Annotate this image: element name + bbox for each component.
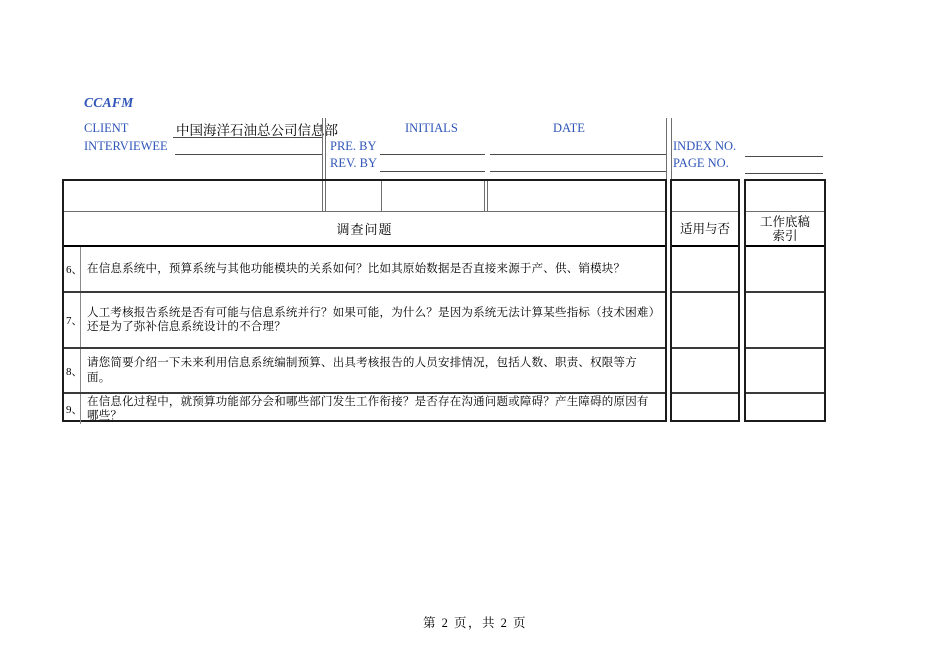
empty-row-divider bbox=[487, 181, 488, 211]
client-label: CLIENT bbox=[84, 121, 129, 135]
revby-initials-underline[interactable] bbox=[380, 171, 485, 172]
question-text: 在信息系统中，预算系统与其他功能模块的关系如何？比如其原始数据是否直接来源于产、供、销模块？ bbox=[87, 262, 626, 275]
revby-date-underline[interactable] bbox=[490, 171, 666, 172]
applicable-column-header bbox=[672, 211, 738, 247]
index-header-line2: 索引 bbox=[772, 228, 798, 243]
empty-row-divider bbox=[381, 181, 382, 211]
interviewee-label: INTERVIEWEE bbox=[84, 139, 168, 153]
index-cell-9[interactable] bbox=[746, 392, 824, 424]
page-footer: 第 2 页，共 2 页 bbox=[422, 616, 527, 630]
index-cell-7[interactable] bbox=[746, 291, 824, 347]
question-text: 请您简要介绍一下未来利用信息系统编制预算、出具考核报告的人员安排情况，包括人数、职责、权限等方面。 bbox=[87, 357, 637, 384]
header-divider-line bbox=[671, 118, 672, 180]
question-text: 人工考核报告系统是否有可能与信息系统并行？如果可能，为什么？是因为系统无法计算某些指标（技术困难）还是为了弥补信息系统设计的不合理？ bbox=[87, 306, 655, 333]
applicable-cell-6[interactable] bbox=[672, 247, 738, 291]
date-label: DATE bbox=[553, 121, 585, 135]
brand-logo-text: CCAFM bbox=[84, 95, 134, 110]
index-top-empty-cell bbox=[746, 181, 824, 211]
page-no-label: PAGE NO. bbox=[673, 156, 729, 170]
question-row-8 bbox=[64, 347, 665, 392]
index-cell-6[interactable] bbox=[746, 247, 824, 291]
index-column-header bbox=[746, 211, 824, 247]
empty-row-divider bbox=[325, 181, 326, 211]
question-header-text: 调查问题 bbox=[336, 222, 393, 237]
question-column-header bbox=[64, 211, 665, 247]
applicable-header-text: 适用与否 bbox=[679, 221, 730, 236]
preby-date-underline[interactable] bbox=[490, 154, 666, 155]
question-row-6 bbox=[64, 247, 665, 291]
page-no-underline[interactable] bbox=[745, 173, 823, 174]
table-top-empty-row bbox=[64, 181, 665, 211]
empty-row-divider bbox=[484, 181, 485, 211]
applicable-column bbox=[670, 179, 740, 422]
applicable-cell-8[interactable] bbox=[672, 347, 738, 392]
header-divider-line bbox=[666, 118, 667, 180]
client-value: 中国海洋石油总公司信息部 bbox=[176, 123, 338, 138]
question-row-9 bbox=[64, 392, 665, 424]
index-no-label: INDEX NO. bbox=[673, 139, 737, 153]
empty-row-divider bbox=[322, 181, 323, 211]
index-header-line1: 工作底稿 bbox=[759, 214, 810, 229]
applicable-cell-7[interactable] bbox=[672, 291, 738, 347]
initials-label: INITIALS bbox=[405, 121, 458, 135]
pre-by-label: PRE. BY bbox=[330, 139, 377, 153]
applicable-top-empty-cell bbox=[672, 181, 738, 211]
question-number: 8、 bbox=[64, 349, 81, 392]
question-row-7 bbox=[64, 291, 665, 347]
preby-initials-underline[interactable] bbox=[380, 154, 485, 155]
interviewee-field-underline[interactable] bbox=[175, 154, 322, 155]
question-table bbox=[62, 179, 667, 422]
index-no-underline[interactable] bbox=[745, 156, 823, 157]
question-number: 9、 bbox=[64, 394, 81, 424]
workpaper-index-column bbox=[744, 179, 826, 422]
client-field-underline[interactable] bbox=[173, 137, 322, 138]
question-number: 6、 bbox=[64, 247, 81, 291]
rev-by-label: REV. BY bbox=[330, 156, 378, 170]
index-cell-8[interactable] bbox=[746, 347, 824, 392]
applicable-cell-9[interactable] bbox=[672, 392, 738, 424]
question-number: 7、 bbox=[64, 293, 81, 347]
question-text: 在信息化过程中，就预算功能部分会和哪些部门发生工作衔接？是否存在沟通问题或障碍？产生障碍的原因有哪些？ bbox=[87, 395, 649, 422]
